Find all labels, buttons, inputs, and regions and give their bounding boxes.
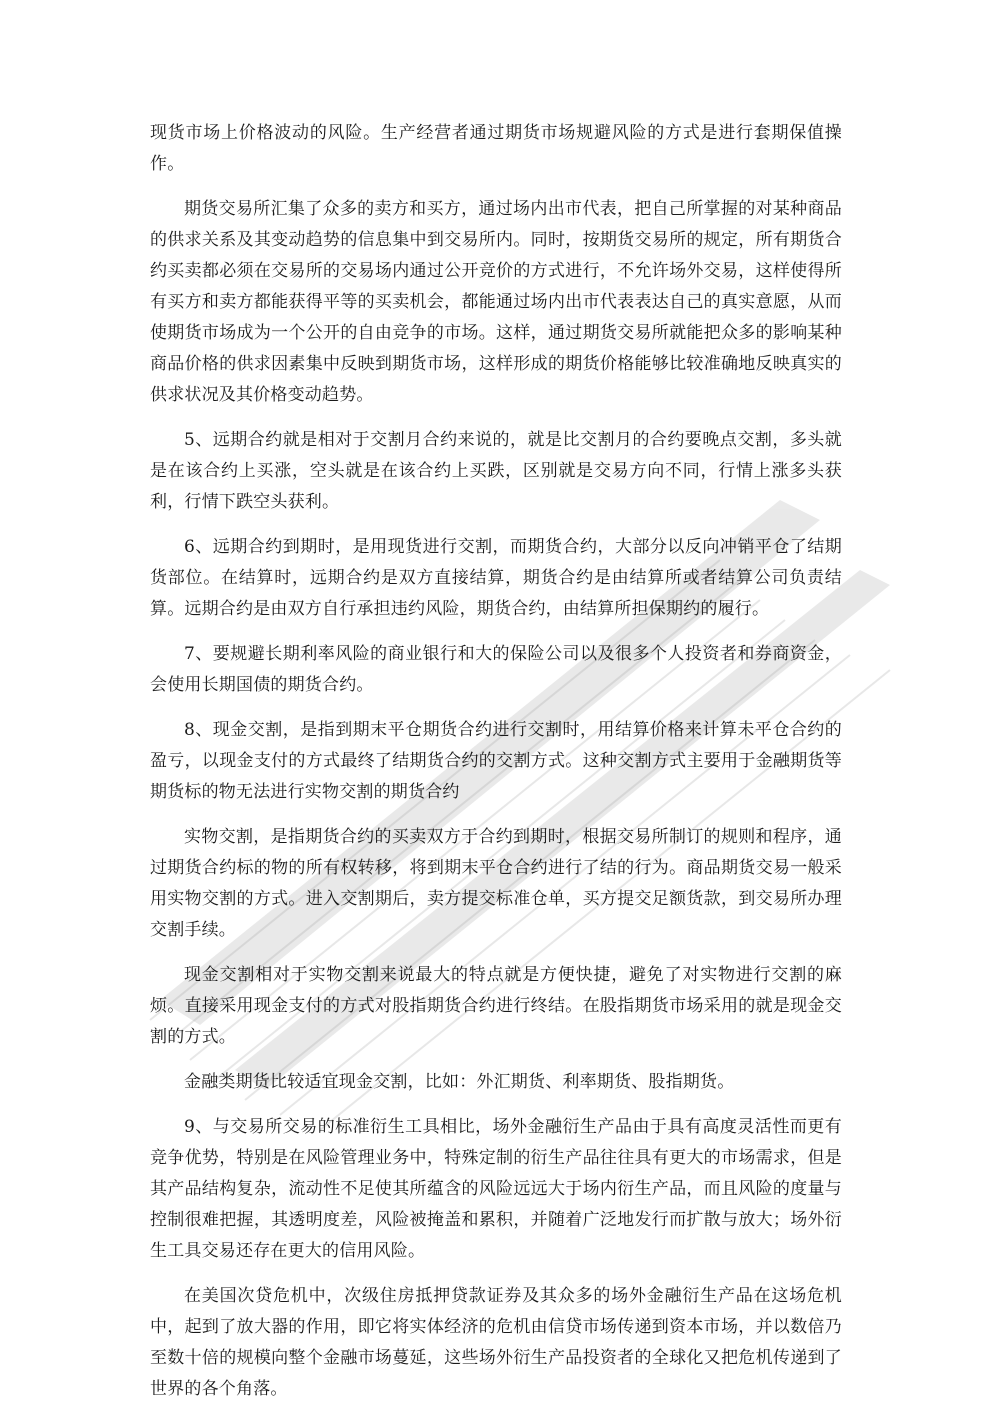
paragraph-7: 实物交割，是指期货合约的买卖双方于合约到期时，根据交易所制订的规则和程序，通过期货合约标的物的所有权转移，将到期末平仓合约进行了结的行为。商品期货交易一般采用实物交割的方式。进入交割期后，卖方提交标准仓单，买方提交足额货款，到交易所办理交割手续。 xyxy=(150,827,842,940)
paragraph-6: 8、现金交割，是指到期末平仓期货合约进行交割时，用结算价格来计算未平仓合约的盈亏，以现金支付的方式最终了结期货合约的交割方式。这种交割方式主要用于金融期货等期货标的物无法进行实物交割的期货合约 xyxy=(150,720,842,802)
paragraph-8: 现金交割相对于实物交割来说最大的特点就是方便快捷，避免了对实物进行交割的麻烦。直接采用现金支付的方式对股指期货合约进行终结。在股指期货市场采用的就是现金交割的方式。 xyxy=(150,965,842,1047)
document-body xyxy=(150,118,842,1419)
paragraph-9: 金融类期货比较适宜现金交割，比如：外汇期货、利率期货、股指期货。 xyxy=(184,1072,735,1092)
paragraph-3: 5、远期合约就是相对于交割月合约来说的，就是比交割月的合约要晚点交割，多头就是在该合约上买涨，空头就是在该合约上买跌，区别就是交易方向不同，行情上涨多头获利，行情下跌空头获利。 xyxy=(150,430,842,512)
paragraph-11: 在美国次贷危机中，次级住房抵押贷款证券及其众多的场外金融衍生产品在这场危机中，起到了放大器的作用，即它将实体经济的危机由信贷市场传递到资本市场，并以数倍乃至数十倍的规模向整个金融市场蔓延，这些场外衍生产品投资者的全球化又把危机传递到了世界的各个角落。 xyxy=(150,1286,842,1399)
paragraph-1: 现货市场上价格波动的风险。生产经营者通过期货市场规避风险的方式是进行套期保值操作。 xyxy=(150,123,842,174)
paragraph-4: 6、远期合约到期时，是用现货进行交割，而期货合约，大部分以反向冲销平仓了结期货部位。在结算时，远期合约是双方直接结算，期货合约是由结算所或者结算公司负责结算。远期合约是由双方自行承担违约风险，期货合约，由结算所担保期约的履行。 xyxy=(150,537,842,619)
paragraph-5: 7、要规避长期利率风险的商业银行和大的保险公司以及很多个人投资者和券商资金，会使用长期国债的期货合约。 xyxy=(150,644,842,695)
paragraph-10: 9、与交易所交易的标准衍生工具相比，场外金融衍生产品由于具有高度灵活性而更有竞争优势，特别是在风险管理业务中，特殊定制的衍生产品往往具有更大的市场需求，但是其产品结构复杂，流动性不足使其所蕴含的风险远远大于场内衍生产品，而且风险的度量与控制很难把握，其透明度差，风险被掩盖和累积，并随着广泛地发行而扩散与放大；场外衍生工具交易还存在更大的信用风险。 xyxy=(150,1117,842,1261)
paragraph-2: 期货交易所汇集了众多的卖方和买方，通过场内出市代表，把自己所掌握的对某种商品的供求关系及其变动趋势的信息集中到交易所内。同时，按期货交易所的规定，所有期货合约买卖都必须在交易所的交易场内通过公开竞价的方式进行，不允许场外交易，这样使得所有买方和卖方都能获得平等的买卖机会，都能通过场内出市代表表达自己的真实意愿，从而使期货市场成为一个公开的自由竞争的市场。这样，通过期货交易所就能把众多的影响某种商品价格的供求因素集中反映到期货市场，这样形成的期货价格能够比较准确地反映真实的供求状况及其价格变动趋势。 xyxy=(150,199,842,405)
